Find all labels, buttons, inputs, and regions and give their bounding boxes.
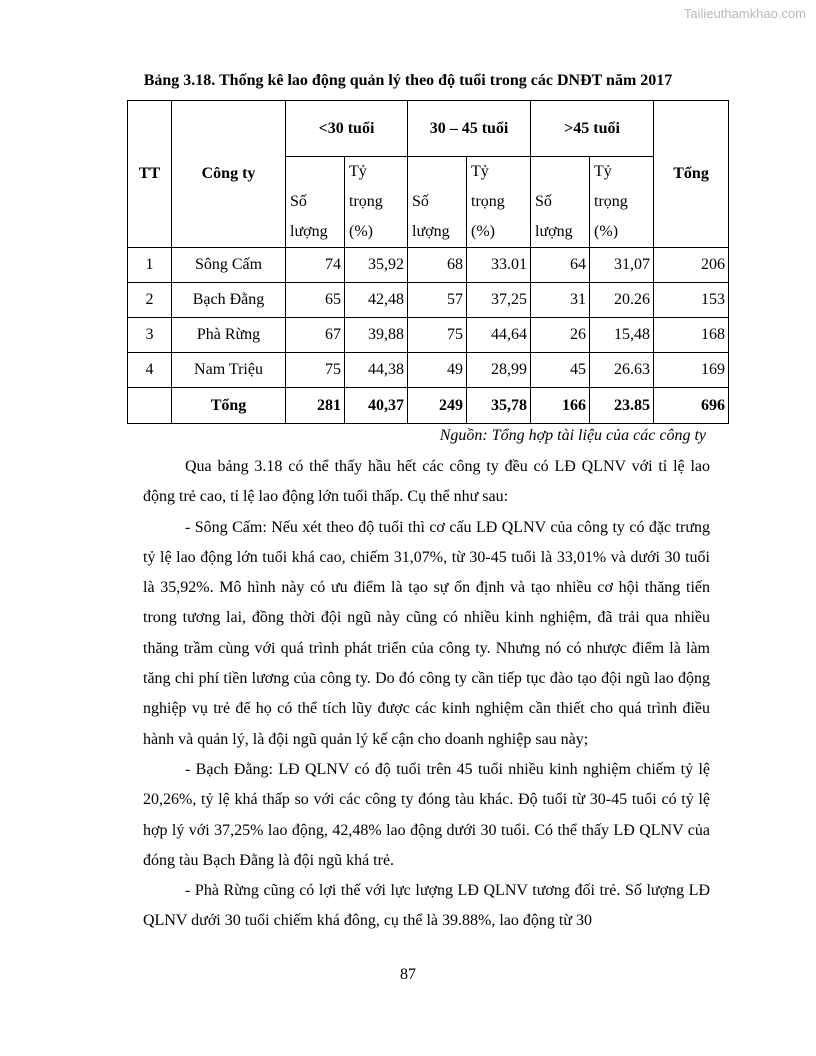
age-statistics-table — [127, 100, 729, 424]
table-source-note: Nguồn: Tổng hợp tài liệu của các công ty — [439, 427, 706, 444]
cell-ratio: 44,38 — [345, 353, 408, 388]
header-group-30-45: 30 – 45 tuổi — [408, 101, 531, 157]
cell-count: 65 — [286, 283, 345, 318]
cell-count: 49 — [408, 353, 467, 388]
cell-total: 169 — [654, 353, 729, 388]
cell-ratio: 33.01 — [467, 248, 531, 283]
cell-total: 168 — [654, 318, 729, 353]
cell-company: Nam Triệu — [172, 353, 286, 388]
cell-count: 67 — [286, 318, 345, 353]
sub-header-ratio: Tỷ trọng (%) — [467, 157, 531, 248]
table-caption: Bảng 3.18. Thống kê lao động quản lý theo độ tuổi trong các DNĐT năm 2017 — [143, 72, 673, 89]
cell-count: 68 — [408, 248, 467, 283]
page-number: 87 — [400, 966, 416, 983]
table-row — [128, 353, 729, 388]
cell-tt: 3 — [128, 318, 172, 353]
header-group-under30: <30 tuổi — [286, 101, 408, 157]
header-tt: TT — [128, 101, 172, 248]
cell-count: 64 — [531, 248, 590, 283]
cell-ratio: 44,64 — [467, 318, 531, 353]
cell-company: Sông Cấm — [172, 248, 286, 283]
cell-tt: 4 — [128, 353, 172, 388]
cell-count: 75 — [408, 318, 467, 353]
cell-ratio: 23.85 — [590, 388, 654, 424]
table-row — [128, 283, 729, 318]
sub-header-count: Số lượng — [286, 157, 345, 248]
sub-header-count: Số lượng — [531, 157, 590, 248]
cell-tt: 1 — [128, 248, 172, 283]
cell-ratio: 31,07 — [590, 248, 654, 283]
cell-ratio: 20.26 — [590, 283, 654, 318]
sub-header-count: Số lượng — [408, 157, 467, 248]
cell-tt: 2 — [128, 283, 172, 318]
paragraph: Qua bảng 3.18 có thể thấy hầu hết các công ty đều có LĐ QLNV với tỉ lệ lao động trẻ cao, tỉ lệ lao động lớn tuổi thấp. Cụ thể như sau: — [143, 458, 710, 506]
body-text — [143, 452, 710, 937]
sub-header-ratio: Tỷ trọng (%) — [345, 157, 408, 248]
cell-count: 281 — [286, 388, 345, 424]
sub-header-ratio: Tỷ trọng (%) — [590, 157, 654, 248]
cell-count: 75 — [286, 353, 345, 388]
cell-total-label: Tổng — [172, 388, 286, 424]
paragraph: - Bạch Đằng: LĐ QLNV có độ tuổi trên 45 tuổi nhiều kinh nghiệm chiếm tỷ lệ 20,26%, tỷ lệ khá thấp so với các công ty đóng tàu khác. Độ tuổi từ 30-45 tuổi có tỷ lệ hợp lý với 37,25% lao động, 42,48% lao động dưới 30 tuổi. Có thể thấy LĐ QLNV của đóng tàu Bạch Đằng là đội ngũ khá trẻ. — [143, 760, 710, 869]
cell-count: 26 — [531, 318, 590, 353]
cell-ratio: 26.63 — [590, 353, 654, 388]
cell-count: 166 — [531, 388, 590, 424]
cell-tt-empty — [128, 388, 172, 424]
header-total: Tổng — [654, 101, 729, 248]
cell-ratio: 15,48 — [590, 318, 654, 353]
paragraph: - Phà Rừng cũng có lợi thế với lực lượng LĐ QLNV tương đối trẻ. Số lượng LĐ QLNV dưới 30 tuổi chiếm khá đông, cụ thể là 39.88%, lao động từ 30 — [143, 882, 710, 930]
cell-ratio: 39,88 — [345, 318, 408, 353]
cell-count: 249 — [408, 388, 467, 424]
cell-ratio: 35,78 — [467, 388, 531, 424]
cell-count: 57 — [408, 283, 467, 318]
cell-count: 31 — [531, 283, 590, 318]
cell-company: Bạch Đằng — [172, 283, 286, 318]
table-total-row — [128, 388, 729, 424]
cell-ratio: 42,48 — [345, 283, 408, 318]
cell-total: 206 — [654, 248, 729, 283]
table-row — [128, 248, 729, 283]
cell-count: 74 — [286, 248, 345, 283]
cell-ratio: 35,92 — [345, 248, 408, 283]
header-group-over45: >45 tuổi — [531, 101, 654, 157]
cell-total: 153 — [654, 283, 729, 318]
cell-total: 696 — [654, 388, 729, 424]
cell-ratio: 40,37 — [345, 388, 408, 424]
table-row — [128, 318, 729, 353]
cell-ratio: 28,99 — [467, 353, 531, 388]
header-company: Công ty — [172, 101, 286, 248]
watermark: Tailieuthamkhao.com — [683, 6, 806, 21]
cell-count: 45 — [531, 353, 590, 388]
cell-ratio: 37,25 — [467, 283, 531, 318]
paragraph: - Sông Cấm: Nếu xét theo độ tuổi thì cơ cấu LĐ QLNV của công ty có đặc trưng tỷ lệ lao động lớn tuổi khá cao, chiếm 31,07%, từ 30-45 tuổi là 33,01% và dưới 30 tuổi là 35,92%. Mô hình này có ưu điểm là tạo sự ổn định và tạo nhiều cơ hội thăng tiến trong tương lai, đồng thời đội ngũ này cũng có nhiều kinh nghiệm, đã trải qua nhiều thăng trầm cùng với quá trình phát triển của công ty. Nhưng nó có nhược điểm là làm tăng chi phí tiền lương của công ty. Do đó công ty cần tiếp tục đào tạo đội ngũ lao động nghiệp vụ trẻ để họ có thể tích lũy được các kinh nghiệm cần thiết cho quá trình điều hành và quản lý, là đội ngũ quản lý kế cận cho doanh nghiệp sau này; — [143, 518, 710, 748]
cell-company: Phà Rừng — [172, 318, 286, 353]
